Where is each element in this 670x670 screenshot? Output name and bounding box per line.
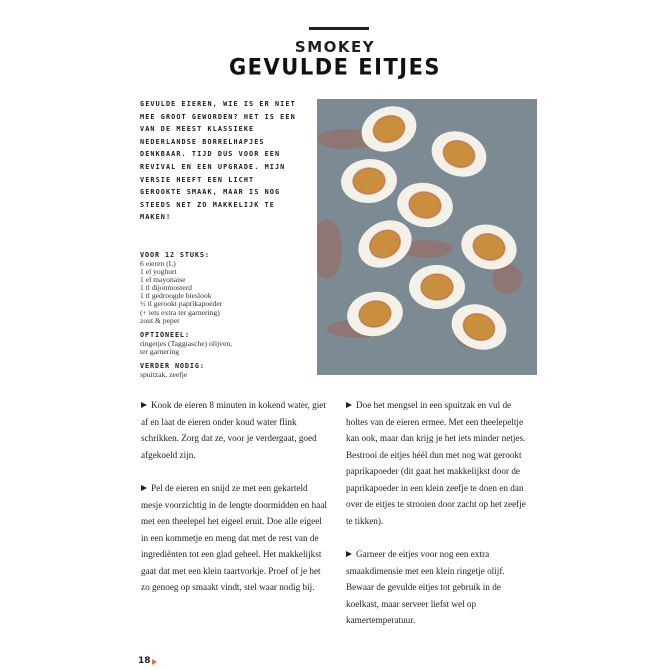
bullet-triangle-icon <box>141 485 147 491</box>
method-step-text: Garneer de eitjes voor nog een extra smaakdimensie met een klein ringetje olijf. Bewaar de gevulde eitjes tot gebruik in de koelkast, maar serveer liefst wel op kamertemperatuur. <box>346 549 505 625</box>
intro-paragraph: GEVULDE EIEREN, WIE IS ER NIET MEE GROOT GEWORDEN? HET IS EEN VAN DE MEEST KLASSIEKE NEDERLANDSE BORRELHAPJES DENKBAAR. TIJD DUS VOOR EEN REVIVAL EN EEN UPGRADE. MIJN VERSIE HEEFT EEN LICHT GEROOKTE SMAAK, MAAR IS NOG STEEDS NET ZO MAKKELIJK TE MAKEN! <box>140 100 296 222</box>
ingredient-item: 6 eieren (L) <box>140 259 176 268</box>
bullet-triangle-icon <box>141 402 147 408</box>
page-arrow-icon <box>152 659 157 665</box>
ingredient-item: 1 tl gedroogde bieslook <box>140 291 212 301</box>
method-step <box>346 397 534 529</box>
ingredient-item: 1 el mayonaise <box>140 275 186 285</box>
optional-item: ringetjes (Taggiasche) olijven, <box>140 338 233 348</box>
ingredient-item: ½ tl gerookt paprikapoeder <box>140 299 223 309</box>
egg-half <box>409 265 465 309</box>
title-large: GEVULDE EITJES <box>228 54 442 80</box>
needed-item: spuitzak, zeefje <box>140 369 188 379</box>
method-step-text: Pel de eieren en snijd ze met een gekarteld mesje voorzichtig in de lengte doormidden en haal met een theelepel het eigeel eruit. Doe alle eigeel in een kommetje en meng dat met de rest van de ingrediënten tot een glad geheel. Het makkelijkst gaat dat met een klein taartvorkje. Proef of je het zo genoeg op smaakt vindt, stel waar nodig bij. <box>141 483 327 592</box>
ingredient-item: (+ iets extra ter garnering) <box>140 307 220 317</box>
method-step <box>141 397 329 463</box>
method-step <box>141 480 329 596</box>
title-rule <box>309 27 369 30</box>
method-step-text: Kook de eieren 8 minuten in kokend water, giet af en laat de eieren onder koud water flink schrikken. Zorg dat ze, voor je verdergaat, goed afgekoeld zijn. <box>141 400 326 460</box>
ingredients-block <box>140 251 300 379</box>
needed-heading: VERDER NODIG: <box>140 361 205 370</box>
ingredient-item: 1 tl dijonmosterd <box>140 283 192 293</box>
method-step-text: Doe het mengsel in een spuitzak en vul de holtes van de eieren ermee. Met een theelepeltje kan ook, maar dan krijg je het iets minder netjes. Bestrooi de eitjes héél dun met nog wat gerookt paprikapoeder (dit gaat het makkelijkst door de paprikapoeder in een klein zeefje te doen en dan over de eitjes te strooien door zacht op het zeefje te tikken). <box>346 400 526 526</box>
deviled-eggs-photo <box>317 99 537 375</box>
page-number: 18 <box>138 656 151 666</box>
method-step <box>346 546 534 629</box>
bullet-triangle-icon <box>346 402 352 408</box>
ingredients-heading: VOOR 12 STUKS: <box>140 251 210 259</box>
method-column-left <box>141 397 329 613</box>
ingredient-item: zout & peper <box>140 315 180 325</box>
title-small: SMOKEY <box>294 38 376 56</box>
bullet-triangle-icon <box>346 551 352 557</box>
optional-heading: OPTIONEEL: <box>140 330 190 339</box>
ingredient-item: 1 el yoghurt <box>140 267 177 277</box>
method-column-right <box>346 397 534 646</box>
optional-item: ter garnering <box>140 346 180 356</box>
